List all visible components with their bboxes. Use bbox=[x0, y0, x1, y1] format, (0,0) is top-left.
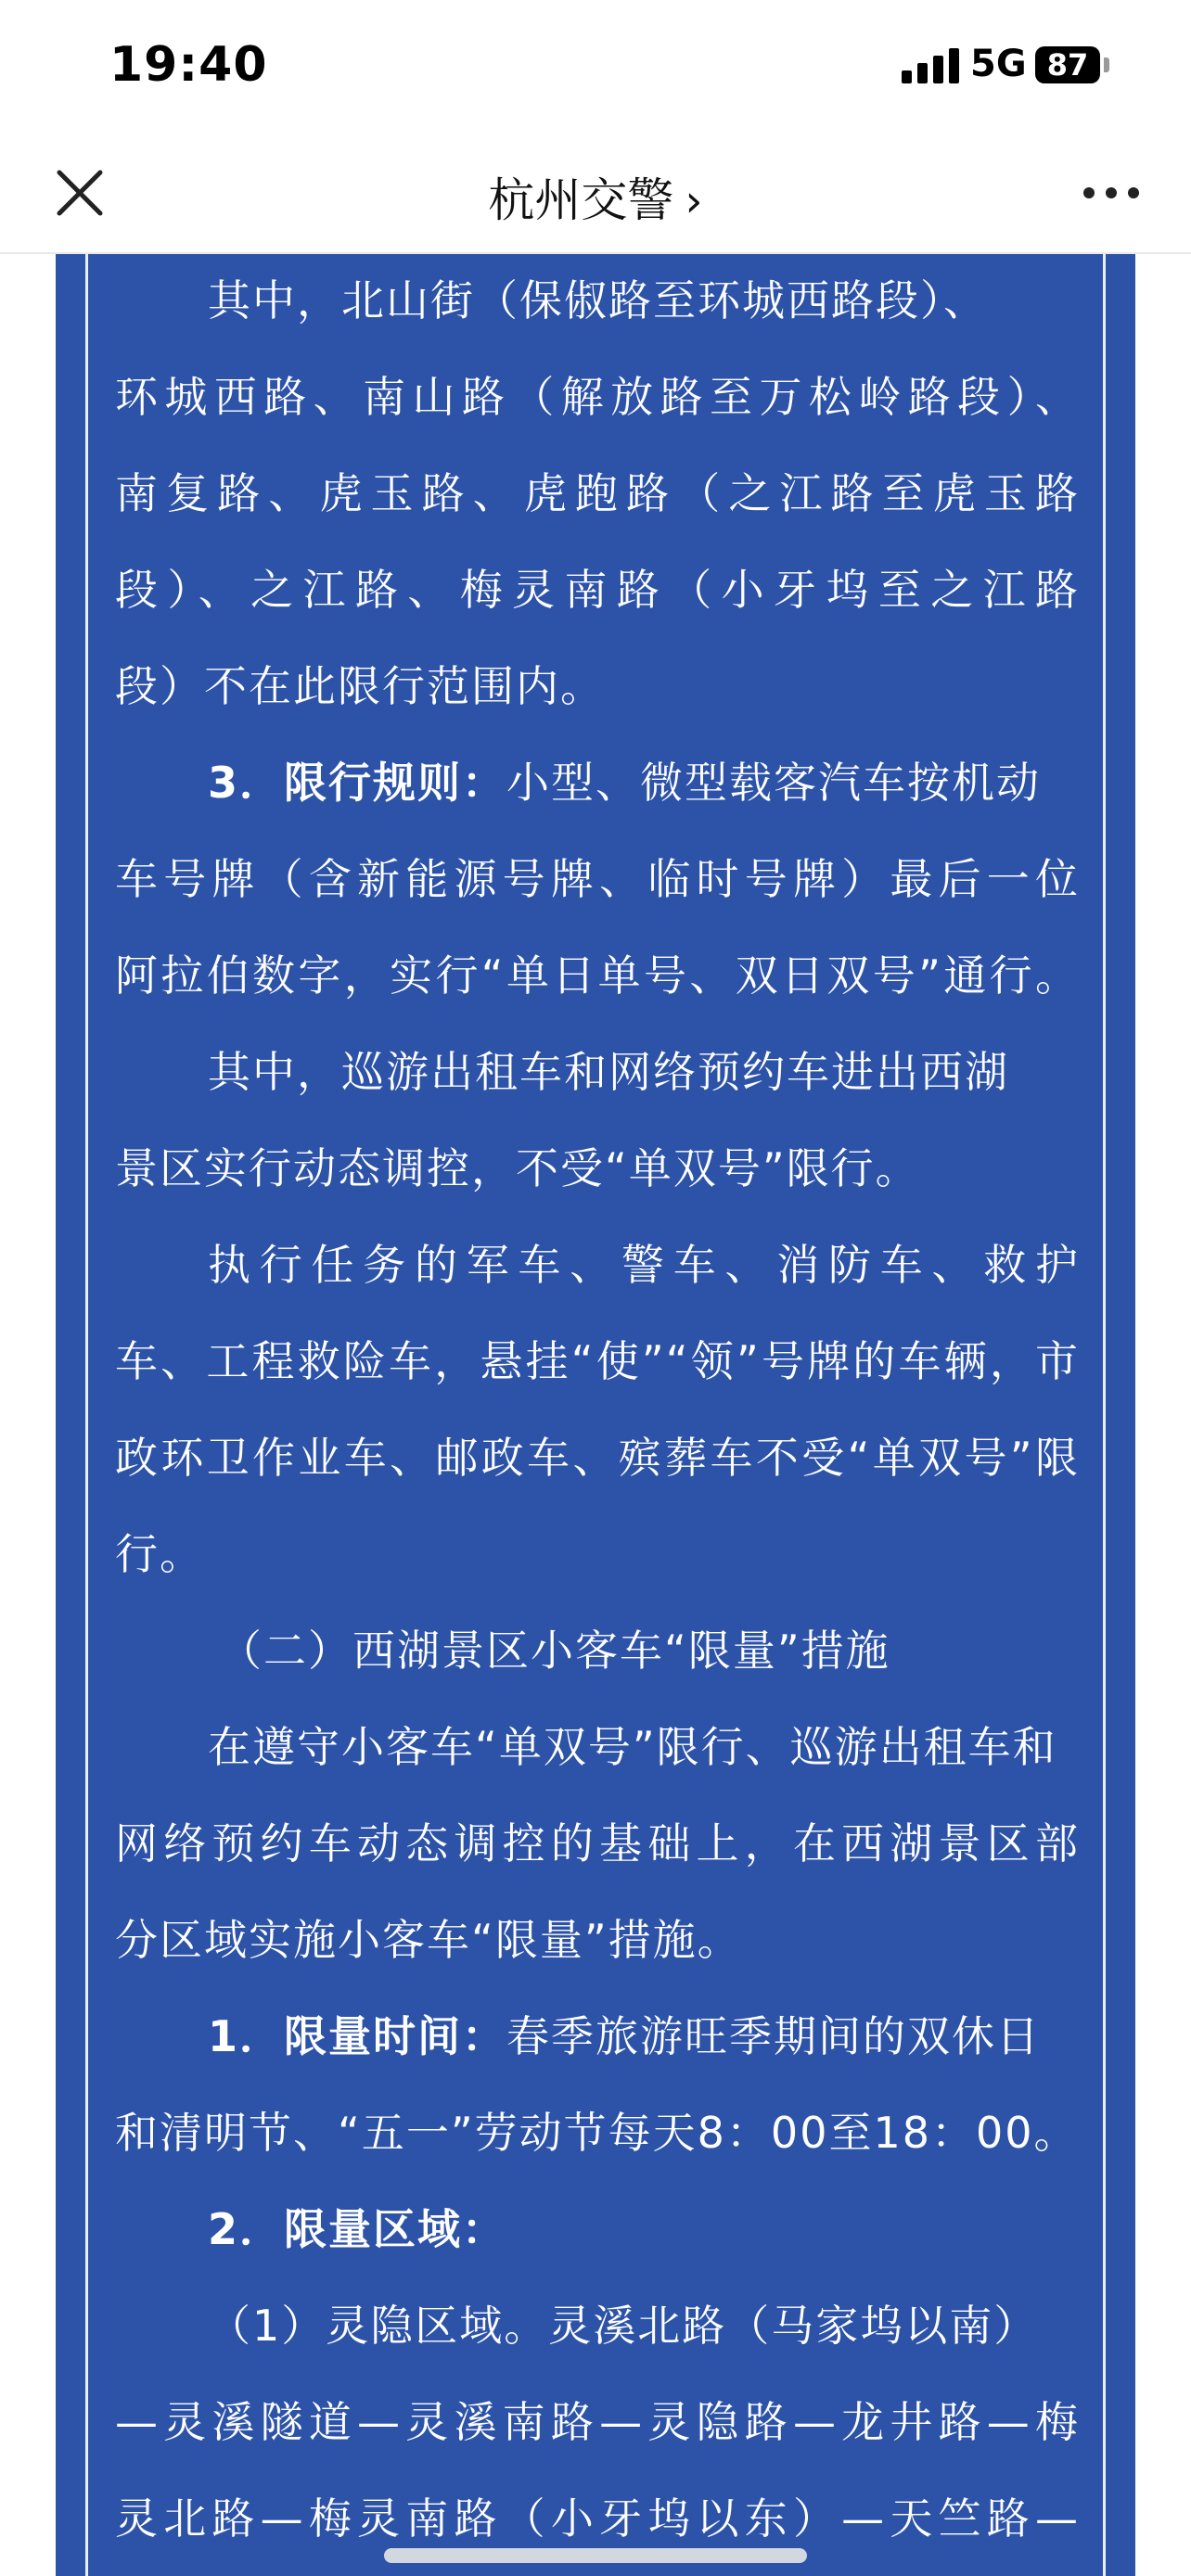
paragraph-line: 段）不在此限行范围内。 bbox=[115, 661, 605, 711]
status-time: 19:40 bbox=[109, 37, 268, 93]
time-text: 春季旅游旺季期间的双休日 bbox=[506, 2011, 1042, 2061]
border-line-left bbox=[85, 254, 88, 2576]
network-type: 5G bbox=[970, 43, 1027, 85]
section-heading: （二）西湖景区小客车“限量”措施 bbox=[219, 1626, 890, 1676]
paragraph-line: 和清明节、“五一”劳动节每天8：00至18：00。 bbox=[115, 2108, 1079, 2158]
paragraph-line: 景区实行动态调控，不受“单双号”限行。 bbox=[115, 1143, 920, 1193]
paragraph-line: （1）灵隐区域。灵溪北路（马家坞以南） bbox=[208, 2301, 1039, 2351]
paragraph-line: 其中，巡游出租车和网络预约车进出西湖 bbox=[208, 1047, 1009, 1097]
paragraph-line: 车号牌（含新能源号牌、临时号牌）最后一位 bbox=[115, 854, 1080, 904]
rule-heading: 3．限行规则： bbox=[208, 758, 507, 808]
paragraph-line: 政环卫作业车、邮政车、殡葬车不受“单双号”限 bbox=[115, 1433, 1080, 1483]
paragraph-line: 灵北路—梅灵南路（小牙坞以东）—天竺路— bbox=[115, 2493, 1080, 2544]
battery-tip bbox=[1104, 57, 1109, 72]
paragraph-line bbox=[208, 734, 1041, 831]
battery-icon: 87 bbox=[1035, 46, 1100, 83]
status-bar bbox=[0, 0, 1191, 139]
nav-bar bbox=[0, 139, 1191, 254]
article-content bbox=[56, 254, 1135, 2576]
paragraph-line: 网络预约车动态调控的基础上，在西湖景区部 bbox=[115, 1818, 1080, 1868]
paragraph-line bbox=[208, 1988, 1041, 2085]
rule-text: 小型、微型载客汽车按机动 bbox=[506, 758, 1042, 808]
home-indicator[interactable] bbox=[384, 2548, 807, 2563]
paragraph-line: —灵溪隧道—灵溪南路—灵隐路—龙井路—梅 bbox=[115, 2397, 1080, 2447]
paragraph-line: 执行任务的军车、警车、消防车、救护 bbox=[208, 1240, 1080, 1290]
account-name: 杭州交警 bbox=[488, 173, 674, 227]
time-heading: 1．限量时间： bbox=[208, 2011, 507, 2061]
paragraph-line: 南复路、虎玉路、虎跑路（之江路至虎玉路 bbox=[115, 468, 1080, 518]
cellular-signal-icon bbox=[902, 48, 959, 83]
area-heading: 2．限量区域： bbox=[208, 2204, 507, 2254]
paragraph-line: 在遵守小客车“单双号”限行、巡游出租车和 bbox=[208, 1722, 1057, 1772]
paragraph-line: 段）、之江路、梅灵南路（小牙坞至之江路 bbox=[115, 565, 1080, 615]
paragraph-line: 分区域实施小客车“限量”措施。 bbox=[115, 1915, 742, 1965]
paragraph-line: 车、工程救险车，悬挂“使”“领”号牌的车辆，市 bbox=[115, 1336, 1080, 1386]
paragraph-line: 阿拉伯数字，实行“单日单号、双日双号”通行。 bbox=[115, 950, 1080, 1001]
border-line-right bbox=[1103, 254, 1106, 2576]
more-options-icon[interactable] bbox=[1083, 184, 1139, 202]
paragraph-line: 其中，北山街（保俶路至环城西路段）、 bbox=[208, 275, 988, 325]
paragraph-line: 环城西路、南山路（解放路至万松岭路段）、 bbox=[115, 372, 1080, 422]
paragraph-line: 行。 bbox=[115, 1529, 204, 1579]
account-title-button[interactable] bbox=[0, 163, 1191, 230]
chevron-right-icon: › bbox=[685, 175, 703, 227]
